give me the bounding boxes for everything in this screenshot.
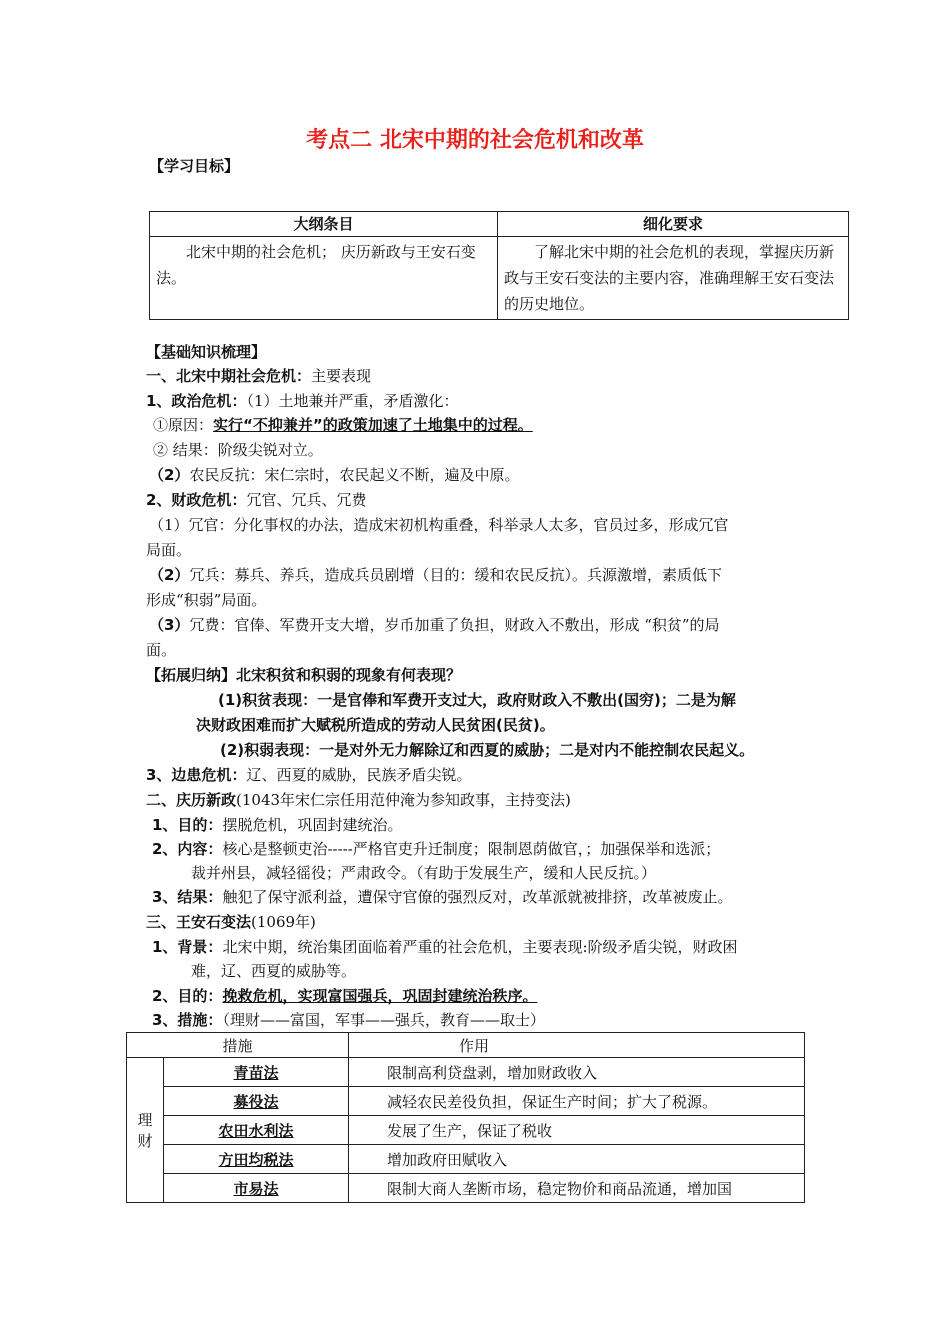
political-crisis: 1、政治危机：（1）土地兼并严重，矛盾激化：: [146, 392, 459, 410]
measures-table: [126, 1032, 805, 1203]
redundant-soldiers: （2）冗兵：募兵、养兵，造成兵员剧增（目的：缓和农民反抗）。兵源激增，素质低下: [149, 566, 722, 584]
section-3: 三、王安石变法(1069年): [146, 913, 316, 931]
qingli-result: 3、结果：触犯了保守派利益，遭保守官僚的强烈反对，改革派就被排挤，改革被废止。: [152, 888, 733, 906]
extension-question: 【拓展归纳】北宋积贫和积弱的现象有何表现？: [146, 666, 462, 684]
measure-effect: 限制大商人垄断市场，稳定物价和商品流通，增加国: [349, 1174, 805, 1203]
basics-heading: 【基础知识梳理】: [146, 343, 267, 361]
measure-effect: 限制高利贷盘剥，增加财政收入: [349, 1058, 805, 1087]
reform-measures: 3、措施：（理财——富国，军事——强兵，教育——取士）: [152, 1011, 545, 1029]
reform-background-cont: 难，辽、西夏的威胁等。: [191, 962, 357, 980]
goals-outline-cell: 北宋中期的社会危机； 庆历新政与王安石变法。: [150, 237, 498, 320]
measure-name: 募役法: [164, 1087, 349, 1116]
page-title: 考点二 北宋中期的社会危机和改革: [306, 128, 644, 153]
reform-purpose: 2、目的：挽救危机，实现富国强兵，巩固封建统治秩序。: [152, 987, 538, 1005]
fiscal-crisis: 2、财政危机：冗官、冗兵、冗费: [146, 491, 367, 509]
measure-effect: 减轻农民差役负担，保证生产时间；扩大了税源。: [349, 1087, 805, 1116]
goals-heading: 【学习目标】: [149, 157, 240, 175]
goals-header-outline: 大纲条目: [150, 212, 498, 237]
peasant-revolt: （2）农民反抗：宋仁宗时，农民起义不断，遍及中原。: [149, 466, 520, 484]
goals-header-requirements: 细化要求: [498, 212, 849, 237]
measure-name: 方田均税法: [164, 1145, 349, 1174]
section-2: 二、庆历新政(1043年宋仁宗任用范仲淹为参知政事，主持变法): [146, 791, 571, 809]
political-result: ② 结果：阶级尖锐对立。: [153, 441, 323, 459]
qingli-content: 2、内容：核心是整顿吏治-----严格官吏升迁制度；限制恩荫做官，；加强保举和选派；: [152, 840, 721, 858]
redundant-officials-cont: 局面。: [146, 541, 192, 559]
measure-effect: 增加政府田赋收入: [349, 1145, 805, 1174]
weakness-manifestation: (2)积弱表现：一是对外无力解除辽和西夏的威胁；二是对内不能控制农民起义。: [220, 741, 755, 759]
qingli-purpose: 1、目的：摆脱危机，巩固封建统治。: [152, 816, 403, 834]
qingli-content-cont: 裁并州县，减轻徭役；严肃政令。（有助于发展生产，缓和人民反抗。）: [191, 864, 657, 882]
measure-name: 农田水利法: [164, 1116, 349, 1145]
goals-table: [149, 211, 849, 320]
redundant-officials: （1）冗官：分化事权的办法，造成宋初机构重叠，科举录人太多，官员过多，形成冗官: [149, 516, 729, 534]
border-crisis: 3、边患危机：辽、西夏的威胁，民族矛盾尖锐。: [146, 766, 472, 784]
effects-header: 作用: [349, 1033, 805, 1058]
reform-background: 1、背景：北宋中期，统治集团面临着严重的社会危机，主要表现:阶级矛盾尖锐，财政困: [152, 938, 738, 956]
measure-effect: 发展了生产，保证了税收: [349, 1116, 805, 1145]
goals-requirement-cell: 了解北宋中期的社会危机的表现，掌握庆历新政与王安石变法的主要内容，准确理解王安石变法的历史地位。: [498, 237, 849, 320]
measure-name: 青苗法: [164, 1058, 349, 1087]
political-cause: ①原因：实行“不抑兼并”的政策加速了土地集中的过程。: [153, 416, 533, 434]
redundant-expenses: （3）冗费：官俸、军费开支大增，岁币加重了负担，财政入不敷出，形成 “积贫”的局: [149, 616, 720, 634]
poverty-manifestation-cont: 决财政困难而扩大赋税所造成的劳动人民贫困(民贫)。: [196, 716, 555, 734]
category-finance: 理财: [127, 1058, 164, 1203]
redundant-soldiers-cont: 形成“积弱”局面。: [146, 591, 267, 609]
redundant-expenses-cont: 面。: [146, 641, 177, 659]
poverty-manifestation: (1)积贫表现：一是官俸和军费开支过大，政府财政入不敷出(国穷)；二是为解: [218, 691, 736, 709]
measures-header: 措施: [127, 1033, 349, 1058]
measure-name: 市易法: [164, 1174, 349, 1203]
section-1: 一、北宋中期社会危机：主要表现: [146, 367, 372, 385]
